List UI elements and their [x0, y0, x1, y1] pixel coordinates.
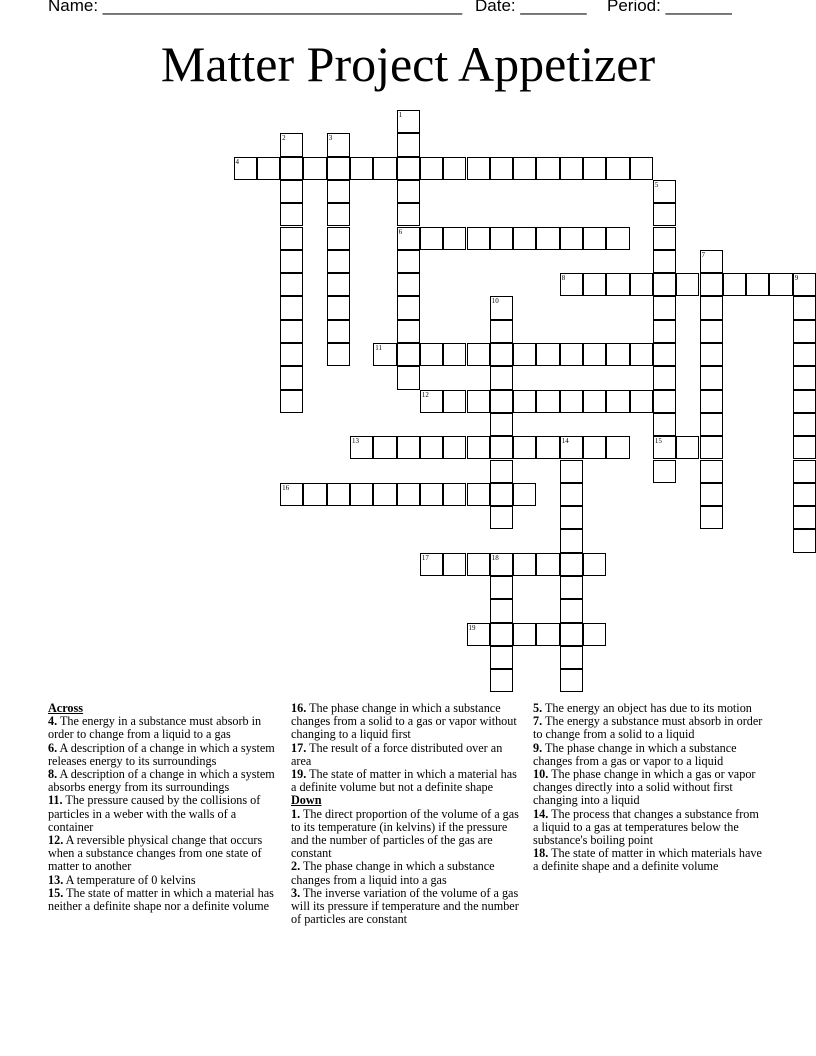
grid-cell[interactable] — [630, 343, 653, 366]
grid-cell[interactable] — [700, 250, 723, 273]
grid-cell[interactable] — [583, 553, 606, 576]
grid-cell[interactable] — [746, 273, 769, 296]
clue-down-9: 9. The phase change in which a substance changes from a gas or vapor to a liquid — [533, 740, 737, 768]
grid-cell[interactable] — [443, 343, 466, 366]
clue-across-4: 4. The energy in a substance must absorb in order to change from a liquid to a gas — [48, 714, 262, 742]
grid-cell[interactable] — [513, 343, 536, 366]
grid-cell[interactable] — [373, 436, 396, 459]
grid-cell[interactable] — [793, 343, 816, 366]
grid-cell[interactable] — [653, 203, 676, 226]
page-title: Matter Project Appetizer — [160, 36, 656, 92]
grid-cell[interactable] — [583, 157, 606, 180]
grid-cell[interactable] — [653, 460, 676, 483]
grid-cell[interactable] — [397, 436, 420, 459]
grid-cell[interactable] — [303, 157, 326, 180]
grid-cell[interactable] — [606, 390, 629, 413]
grid-cell[interactable] — [280, 203, 303, 226]
grid-cell[interactable] — [560, 343, 583, 366]
grid-cell[interactable] — [793, 483, 816, 506]
grid-cell[interactable] — [793, 296, 816, 319]
grid-cell[interactable] — [793, 506, 816, 529]
clue-down-7: 7. The energy a substance must absorb in order to change from a solid to a liquid — [533, 714, 763, 742]
grid-cell[interactable] — [420, 157, 443, 180]
cell-number: 19 — [468, 623, 476, 632]
grid-cell[interactable] — [397, 296, 420, 319]
grid-cell[interactable] — [676, 273, 699, 296]
grid-cell[interactable] — [490, 460, 513, 483]
grid-cell[interactable] — [397, 157, 420, 180]
grid-cell[interactable] — [490, 320, 513, 343]
grid-cell[interactable] — [606, 343, 629, 366]
clue-down-18: 18. The state of matter in which materials have a definite shape and a definite volume — [533, 846, 762, 874]
grid-cell[interactable] — [397, 180, 420, 203]
grid-cell[interactable] — [397, 110, 420, 133]
grid-cell[interactable] — [373, 157, 396, 180]
grid-cell[interactable] — [397, 366, 420, 389]
grid-cell[interactable] — [280, 296, 303, 319]
grid-cell[interactable] — [420, 436, 443, 459]
grid-cell[interactable] — [443, 483, 466, 506]
clue-across-6: 6. A description of a change in which a system releases energy to its surroundings — [48, 740, 275, 768]
grid-cell[interactable] — [467, 390, 490, 413]
grid-cell[interactable] — [700, 390, 723, 413]
grid-cell[interactable] — [536, 553, 559, 576]
grid-cell[interactable] — [280, 366, 303, 389]
grid-cell[interactable] — [793, 390, 816, 413]
clue-across-15: 15. The state of matter in which a material has neither a definite shape nor a definite volume — [48, 885, 274, 914]
grid-cell[interactable] — [606, 227, 629, 250]
grid-cell[interactable] — [630, 390, 653, 413]
grid-cell[interactable] — [490, 296, 513, 319]
grid-cell[interactable] — [397, 320, 420, 343]
grid-cell[interactable] — [490, 623, 513, 646]
grid-cell[interactable] — [280, 483, 303, 506]
grid-cell[interactable] — [397, 343, 420, 366]
grid-cell[interactable] — [327, 203, 350, 226]
grid-cell[interactable] — [560, 506, 583, 529]
cell-number: 4 — [235, 157, 239, 166]
grid-cell[interactable] — [467, 436, 490, 459]
grid-cell[interactable] — [490, 553, 513, 576]
clue-down-5: 5. The energy an object has due to its motion — [533, 701, 752, 715]
grid-cell[interactable] — [420, 483, 443, 506]
grid-cell[interactable] — [560, 623, 583, 646]
grid-cell[interactable] — [280, 320, 303, 343]
grid-cell[interactable] — [490, 227, 513, 250]
grid-cell[interactable] — [536, 436, 559, 459]
grid-cell[interactable] — [653, 343, 676, 366]
cell-number: 7 — [701, 250, 705, 259]
grid-cell[interactable] — [560, 553, 583, 576]
grid-cell[interactable] — [420, 227, 443, 250]
grid-cell[interactable] — [397, 133, 420, 156]
grid-cell[interactable] — [653, 390, 676, 413]
grid-cell[interactable] — [700, 343, 723, 366]
grid-cell[interactable] — [536, 390, 559, 413]
grid-cell[interactable] — [443, 390, 466, 413]
grid-cell[interactable] — [536, 157, 559, 180]
grid-cell[interactable] — [280, 133, 303, 156]
grid-cell[interactable] — [490, 506, 513, 529]
grid-cell[interactable] — [606, 273, 629, 296]
grid-cell[interactable] — [397, 483, 420, 506]
grid-cell[interactable] — [793, 436, 816, 459]
clue-across-11: 11. The pressure caused by the collisions of particles in a weber with the walls of a container — [48, 793, 261, 834]
grid-cell[interactable] — [327, 227, 350, 250]
grid-cell[interactable] — [583, 623, 606, 646]
grid-cell[interactable] — [536, 227, 559, 250]
grid-cell[interactable] — [793, 529, 816, 552]
grid-cell[interactable] — [513, 623, 536, 646]
cell-number: 15 — [654, 437, 662, 446]
grid-cell[interactable] — [583, 343, 606, 366]
grid-cell[interactable] — [560, 483, 583, 506]
grid-cell[interactable] — [676, 436, 699, 459]
grid-cell[interactable] — [793, 366, 816, 389]
grid-cell[interactable] — [606, 436, 629, 459]
grid-cell[interactable] — [490, 576, 513, 599]
grid-cell[interactable] — [490, 157, 513, 180]
grid-cell[interactable] — [373, 343, 396, 366]
grid-cell[interactable] — [280, 390, 303, 413]
grid-cell[interactable] — [280, 250, 303, 273]
grid-cell[interactable] — [280, 180, 303, 203]
grid-cell[interactable] — [630, 273, 653, 296]
across-heading: Across — [48, 701, 83, 715]
grid-cell[interactable] — [490, 436, 513, 459]
grid-cell[interactable] — [467, 227, 490, 250]
clue-down-10: 10. The phase change in which a gas or vapor changes directly into a solid without first changing into a liquid — [533, 767, 756, 808]
grid-cell[interactable] — [280, 273, 303, 296]
grid-cell[interactable] — [443, 436, 466, 459]
grid-cell[interactable] — [280, 227, 303, 250]
grid-cell[interactable] — [397, 203, 420, 226]
grid-cell[interactable] — [700, 273, 723, 296]
down-heading: Down — [291, 793, 322, 808]
grid-cell[interactable] — [397, 250, 420, 273]
clue-across-8: 8. A description of a change in which a system absorbs energy from its surroundings — [48, 767, 275, 795]
grid-cell[interactable] — [397, 227, 420, 250]
cell-number: 12 — [421, 390, 429, 399]
grid-cell[interactable] — [560, 669, 583, 692]
grid-cell[interactable] — [793, 460, 816, 483]
cell-number: 6 — [398, 227, 403, 236]
grid-cell[interactable] — [280, 343, 303, 366]
grid-cell[interactable] — [560, 436, 583, 459]
grid-cell[interactable] — [536, 343, 559, 366]
grid-cell[interactable] — [653, 320, 676, 343]
grid-cell[interactable] — [327, 133, 350, 156]
grid-cell[interactable] — [560, 157, 583, 180]
grid-cell[interactable] — [350, 483, 373, 506]
grid-cell[interactable] — [490, 599, 513, 622]
grid-cell[interactable] — [420, 343, 443, 366]
grid-cell[interactable] — [606, 157, 629, 180]
grid-cell[interactable] — [443, 227, 466, 250]
grid-cell[interactable] — [700, 296, 723, 319]
grid-cell[interactable] — [700, 460, 723, 483]
cell-number: 17 — [421, 553, 429, 562]
grid-cell[interactable] — [513, 483, 536, 506]
cell-number: 1 — [398, 111, 403, 119]
grid-cell[interactable] — [700, 483, 723, 506]
grid-cell[interactable] — [490, 390, 513, 413]
grid-cell[interactable] — [653, 180, 676, 203]
grid-cell[interactable] — [653, 227, 676, 250]
grid-cell[interactable] — [373, 483, 396, 506]
grid-cell[interactable] — [443, 157, 466, 180]
grid-cell[interactable] — [700, 506, 723, 529]
grid-cell[interactable] — [653, 413, 676, 436]
clue-down-3: 3. The inverse variation of the volume of a gas will its pressure if temperature and the number of particles are constant — [291, 885, 519, 927]
clue-across-17: 17. The result of a force distributed over an area — [291, 740, 503, 768]
grid-cell[interactable] — [467, 483, 490, 506]
grid-cell[interactable] — [653, 436, 676, 459]
grid-cell[interactable] — [560, 576, 583, 599]
grid-cell[interactable] — [769, 273, 792, 296]
cell-number: 11 — [375, 344, 383, 352]
grid-cell[interactable] — [583, 436, 606, 459]
grid-cell[interactable] — [653, 366, 676, 389]
grid-cell[interactable] — [560, 227, 583, 250]
grid-cell[interactable] — [327, 343, 350, 366]
grid-cell[interactable] — [467, 553, 490, 576]
cell-number: 2 — [282, 134, 286, 143]
grid-cell[interactable] — [257, 157, 280, 180]
grid-cell[interactable] — [327, 157, 350, 180]
cell-number: 10 — [491, 297, 499, 306]
grid-cell[interactable] — [234, 157, 257, 180]
grid-cell[interactable] — [560, 273, 583, 296]
grid-cell[interactable] — [327, 296, 350, 319]
grid-cell[interactable] — [560, 460, 583, 483]
grid-cell[interactable] — [513, 157, 536, 180]
clue-column-2 — [291, 702, 525, 926]
name-field[interactable]: Name: ______________________________________ — [48, 0, 463, 15]
clue-across-13: 13. A temperature of 0 kelvins — [48, 872, 196, 887]
grid-cell[interactable] — [513, 227, 536, 250]
grid-cell[interactable] — [583, 273, 606, 296]
grid-cell[interactable] — [723, 273, 746, 296]
grid-cell[interactable] — [700, 320, 723, 343]
grid-cell[interactable] — [513, 436, 536, 459]
grid-cell[interactable] — [653, 273, 676, 296]
grid-cell[interactable] — [467, 623, 490, 646]
grid-cell[interactable] — [350, 436, 373, 459]
cell-number: 8 — [561, 274, 566, 283]
grid-cell[interactable] — [560, 529, 583, 552]
grid-cell[interactable] — [490, 343, 513, 366]
grid-cell[interactable] — [490, 483, 513, 506]
clue-across-19: 19. The state of matter in which a material has a definite volume but not a definite shape — [291, 767, 517, 795]
cell-number: 18 — [491, 553, 499, 562]
grid-cell[interactable] — [653, 250, 676, 273]
grid-cell[interactable] — [397, 273, 420, 296]
grid-cell[interactable] — [490, 646, 513, 669]
grid-cell[interactable] — [490, 413, 513, 436]
clue-down-14: 14. The process that changes a substance from a liquid to a gas at temperatures below the substance's boiling point — [533, 806, 759, 848]
grid-cell[interactable] — [443, 553, 466, 576]
cell-number: 14 — [561, 437, 569, 446]
grid-cell[interactable] — [536, 623, 559, 646]
grid-cell[interactable] — [327, 273, 350, 296]
date-field[interactable]: Date: _______ — [475, 0, 587, 15]
clue-across-12: 12. A reversible physical change that occurs when a substance changes from one state of matter to another — [48, 833, 263, 874]
cell-number: 16 — [282, 483, 290, 492]
grid-cell[interactable] — [350, 157, 373, 180]
grid-cell[interactable] — [560, 646, 583, 669]
grid-cell[interactable] — [793, 320, 816, 343]
cell-number: 5 — [654, 180, 659, 189]
grid-cell[interactable] — [793, 413, 816, 436]
grid-cell[interactable] — [583, 227, 606, 250]
cell-number: 9 — [794, 274, 799, 283]
grid-cell[interactable] — [700, 436, 723, 459]
grid-cell[interactable] — [467, 343, 490, 366]
grid-cell[interactable] — [560, 390, 583, 413]
grid-cell[interactable] — [583, 390, 606, 413]
grid-cell[interactable] — [513, 390, 536, 413]
grid-cell[interactable] — [490, 366, 513, 389]
grid-cell[interactable] — [630, 157, 653, 180]
grid-cell[interactable] — [490, 669, 513, 692]
clue-across-16: 16. The phase change in which a substance changes from a solid to a gas or vapor without changing to a liquid first — [291, 701, 517, 742]
period-field[interactable]: Period: _______ — [607, 0, 732, 15]
grid-cell[interactable] — [327, 483, 350, 506]
grid-cell[interactable] — [420, 553, 443, 576]
cell-number: 13 — [352, 437, 359, 446]
clue-column-3 — [533, 702, 767, 874]
grid-cell[interactable] — [700, 366, 723, 389]
grid-cell[interactable] — [700, 413, 723, 436]
grid-cell[interactable] — [653, 296, 676, 319]
grid-cell[interactable] — [560, 599, 583, 622]
grid-cell[interactable] — [793, 273, 816, 296]
grid-cell[interactable] — [467, 157, 490, 180]
grid-cell[interactable] — [327, 250, 350, 273]
clue-down-2: 2. The phase change in which a substance changes from a liquid into a gas — [291, 859, 495, 887]
grid-cell[interactable] — [327, 320, 350, 343]
grid-cell[interactable] — [513, 553, 536, 576]
cell-number: 3 — [328, 134, 333, 143]
clue-down-1: 1. The direct proportion of the volume of a gas to its temperature (in kelvins) if the pressure and the number of particles of the gas are constant — [291, 806, 519, 861]
grid-cell[interactable] — [327, 180, 350, 203]
clue-column-1 — [48, 702, 284, 913]
grid-cell[interactable] — [280, 157, 303, 180]
grid-cell[interactable] — [420, 390, 443, 413]
grid-cell[interactable] — [303, 483, 326, 506]
